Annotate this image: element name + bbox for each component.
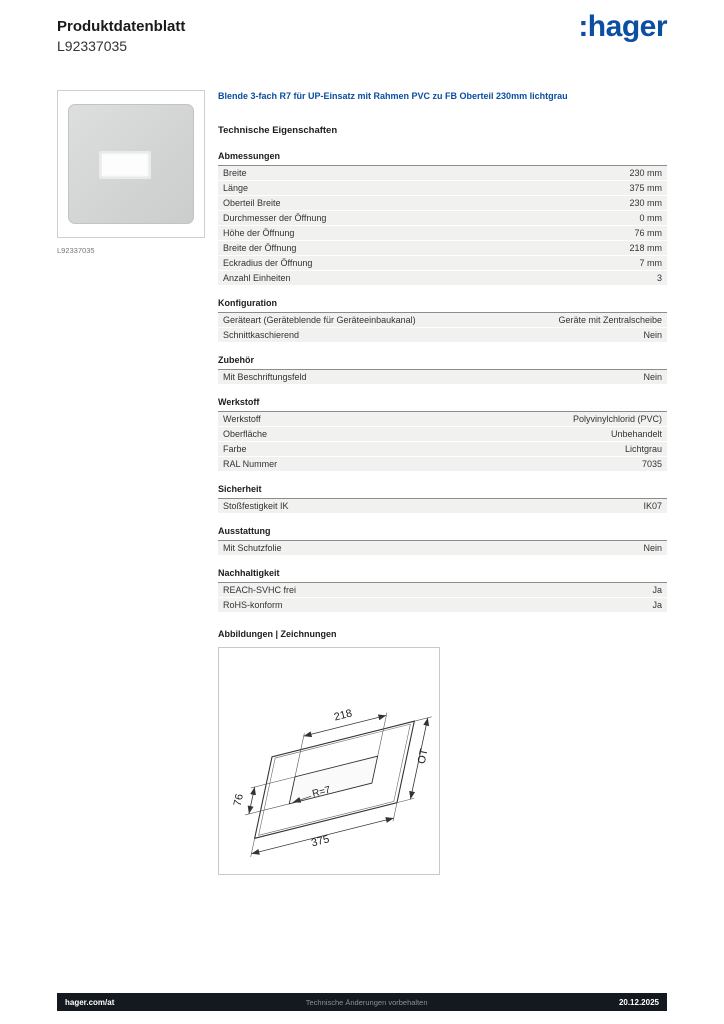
table-row [218, 583, 667, 598]
section-ausstattung [218, 526, 667, 556]
row-value: Polyvinylchlorid (PVC) [572, 413, 662, 424]
plate-cutout-graphic [99, 151, 151, 179]
dim-ot-ext1 [397, 798, 414, 802]
row-label: Geräteart (Geräteblende für Geräteeinbaukanal) [223, 314, 416, 325]
row-value: Ja [652, 584, 662, 595]
row-label: Breite [223, 167, 247, 178]
product-image [57, 90, 205, 238]
row-value: 375 mm [629, 182, 662, 193]
table-row [218, 427, 667, 442]
footer-notice: Technische Änderungen vorbehalten [305, 997, 428, 1007]
row-value: Nein [643, 371, 662, 382]
spec-table [218, 411, 667, 472]
tech-properties-heading: Technische Eigenschaften [218, 124, 338, 136]
table-row [218, 541, 667, 556]
document-header [57, 18, 185, 54]
row-label: Eckradius der Öffnung [223, 257, 313, 268]
row-label: Farbe [223, 443, 247, 454]
row-label: Mit Beschriftungsfeld [223, 371, 307, 382]
table-row [218, 598, 667, 613]
table-row [218, 442, 667, 457]
table-row [218, 241, 667, 256]
table-row [218, 256, 667, 271]
dim-375-label: 375 [310, 832, 331, 849]
technical-drawing [218, 647, 440, 875]
section-nachhaltigkeit [218, 568, 667, 613]
section-title: Konfiguration [218, 297, 277, 308]
section-title: Werkstoff [218, 396, 260, 407]
table-row [218, 211, 667, 226]
table-row [218, 499, 667, 514]
row-value: 218 mm [629, 242, 662, 253]
table-row [218, 328, 667, 343]
row-label: RAL Nummer [223, 458, 278, 469]
section-abmessungen [218, 151, 667, 286]
product-image-column [57, 90, 205, 255]
section-title: Abmessungen [218, 150, 281, 161]
row-label: Oberfläche [223, 428, 268, 439]
image-caption: L92337035 [57, 246, 95, 255]
dim-76-line [249, 787, 255, 814]
spec-table [218, 369, 667, 385]
footer-date: 20.12.2025 [618, 997, 659, 1007]
table-row [218, 226, 667, 241]
row-value: Nein [643, 542, 662, 553]
row-label: Stoßfestigkeit IK [223, 500, 289, 511]
table-row [218, 271, 667, 286]
row-label: Anzahl Einheiten [223, 272, 291, 283]
radius-label: R=7 [311, 784, 332, 800]
hager-logo: :hager [578, 10, 667, 43]
section-sicherheit [218, 484, 667, 514]
row-value: 230 mm [629, 197, 662, 208]
dim-ot-ext2 [414, 716, 431, 720]
table-row [218, 181, 667, 196]
dim-375-ext1 [251, 838, 255, 857]
section-title: Zubehör [218, 354, 254, 365]
row-label: Höhe der Öffnung [223, 227, 295, 238]
row-value: Unbehandelt [610, 428, 662, 439]
section-title: Sicherheit [218, 483, 262, 494]
spec-table [218, 312, 667, 343]
row-value: 3 [656, 272, 662, 283]
section-title: Ausstattung [218, 525, 271, 536]
drawings-heading: Abbildungen | Zeichnungen [218, 628, 337, 639]
table-row [218, 166, 667, 181]
row-value: 230 mm [629, 167, 662, 178]
dim-218-label: 218 [332, 707, 354, 724]
section-title: Nachhaltigkeit [218, 567, 280, 578]
footer-website: hager.com/at [65, 997, 115, 1007]
spec-table [218, 582, 667, 613]
section-zubehoer [218, 355, 667, 385]
page-footer [57, 993, 667, 1011]
table-row [218, 457, 667, 472]
row-value: 7 mm [639, 257, 662, 268]
table-row [218, 313, 667, 328]
row-value: Ja [652, 599, 662, 610]
row-value: Lichtgrau [624, 443, 662, 454]
row-label: Werkstoff [223, 413, 261, 424]
row-label: Länge [223, 182, 249, 193]
section-werkstoff [218, 397, 667, 472]
document-type-title: Produktdatenblatt [57, 18, 186, 35]
row-value: IK07 [643, 500, 662, 511]
table-row [218, 370, 667, 385]
row-label: RoHS-konform [223, 599, 283, 610]
row-value: 76 mm [634, 227, 662, 238]
table-row [218, 196, 667, 211]
row-value: 7035 [641, 458, 662, 469]
table-row [218, 412, 667, 427]
main-content [218, 90, 667, 875]
row-value: Nein [643, 329, 662, 340]
product-plate-graphic [68, 104, 194, 224]
spec-table [218, 498, 667, 514]
spec-table [218, 165, 667, 286]
row-label: Breite der Öffnung [223, 242, 297, 253]
section-konfiguration [218, 298, 667, 343]
product-title: Blende 3-fach R7 für UP-Einsatz mit Rahmen PVC zu FB Oberteil 230mm lichtgrau [218, 91, 568, 101]
row-label: Durchmesser der Öffnung [223, 212, 327, 223]
row-label: Schnittkaschierend [223, 329, 300, 340]
technical-drawing-svg [219, 648, 439, 874]
row-label: Oberteil Breite [223, 197, 281, 208]
row-value: Geräte mit Zentralscheibe [558, 314, 662, 325]
spec-table [218, 540, 667, 556]
product-id: L92337035 [57, 38, 128, 54]
dim-ot-label: OT [415, 747, 431, 765]
row-value: 0 mm [639, 212, 662, 223]
row-label: REACh-SVHC frei [223, 584, 297, 595]
dim-76-label: 76 [231, 792, 246, 807]
row-label: Mit Schutzfolie [223, 542, 282, 553]
